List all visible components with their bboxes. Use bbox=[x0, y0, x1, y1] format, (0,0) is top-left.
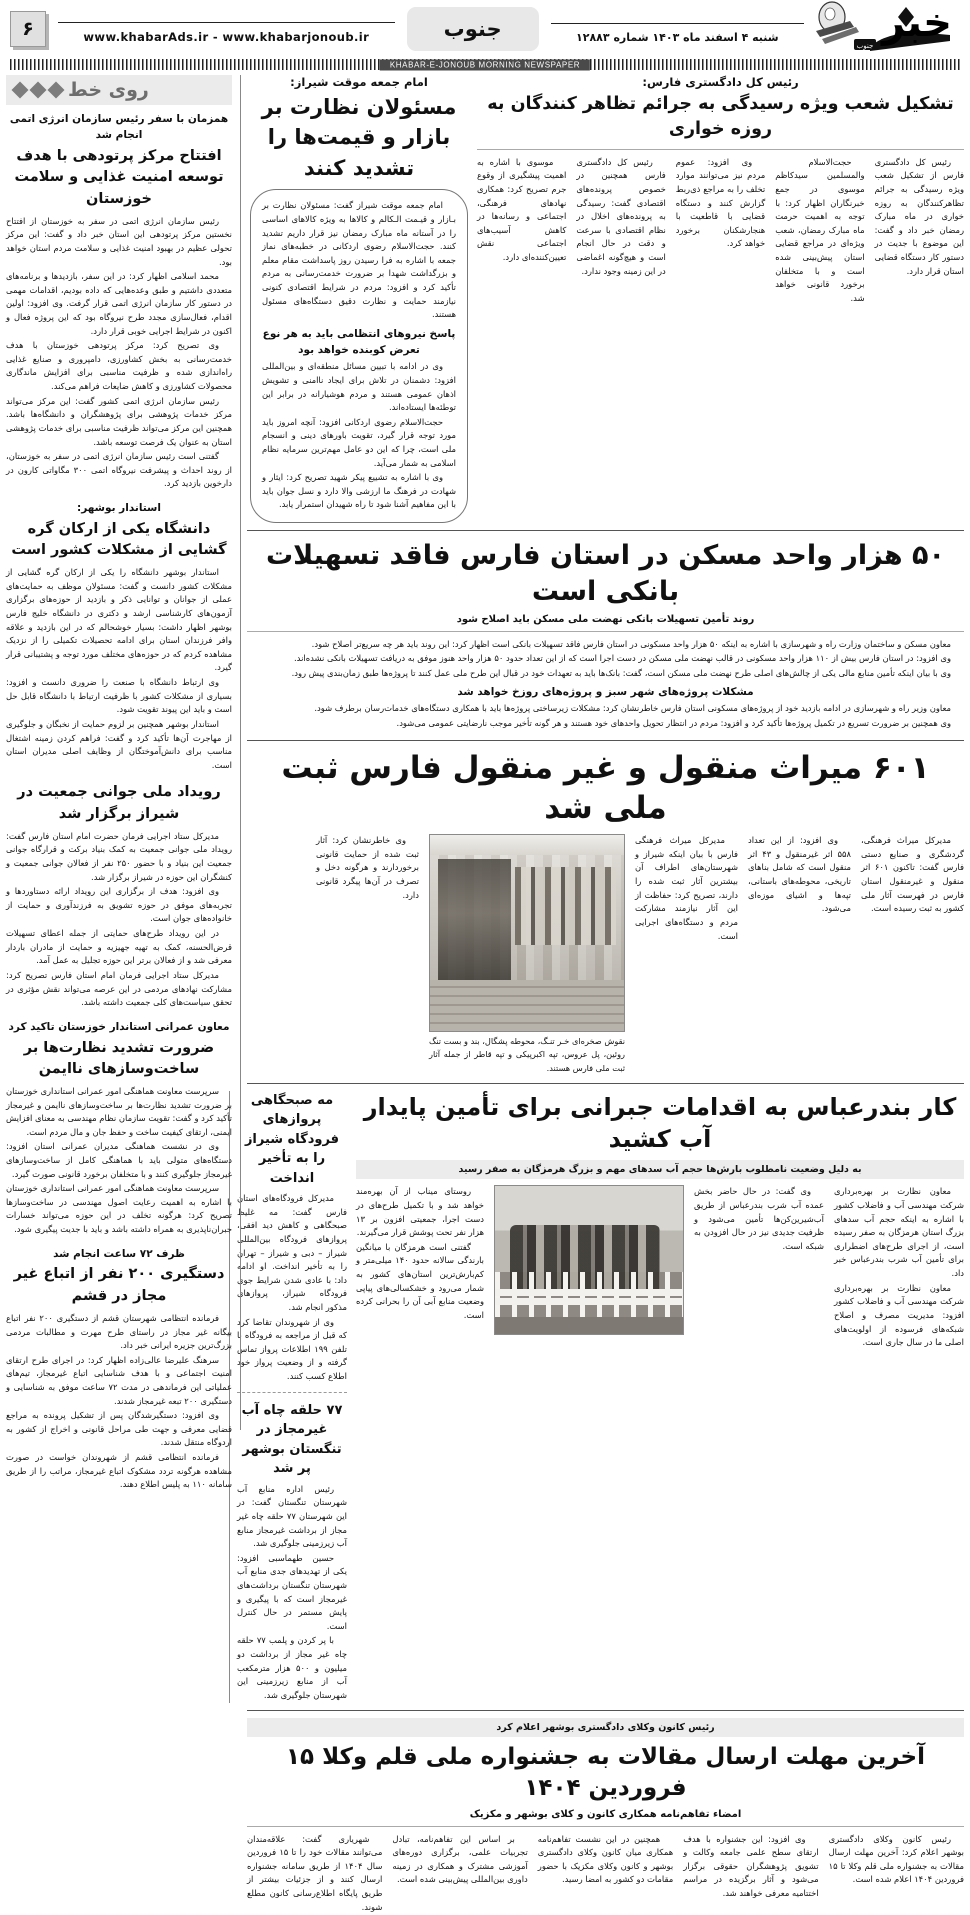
sidebar-section-header bbox=[6, 75, 232, 105]
lawyers-col-5: شهریاری گفت: علاقه‌مندان می‌توانند مقالات خود را تا ۱۵ فروردین سال ۱۴۰۴ از طریق سامانه جشنواره ارسال کنند و از جزئیات بیشتر از طریق پایگاه اطلاع‌رسانی کانون مطلع شوند. bbox=[246, 1833, 383, 1912]
water-deck: به دلیل وضعیت نامطلوب بارش‌ها حجم آب سدهای مهم و بزرگ هرمزگان به صفر رسید bbox=[356, 1160, 964, 1179]
housing-p4: معاون وزیر راه و شهرسازی در ادامه بازدید خود از پروژه‌های مسکونی استان فارس خاطرنشان کرد: مشکلات زیرساختی پروژه‌ها باید با همکاری دستگاه‌های خدمات‌رسان برطرف شود. bbox=[314, 703, 951, 714]
water-col-5: معاون نظارت بر بهره‌برداری شرکت مهندسی آب و فاضلاب کشور افزود: مدیریت مصرف و اصلاح شبکه‌های فرسوده از اولویت‌های اصلی ما در سال جاری است. bbox=[834, 1282, 964, 1348]
heritage-col-1: مدیرکل میراث فرهنگی، گردشگری و صنایع دستی فارس گفت: تاکنون ۶۰۱ اثر منقول و غیرمنقول استان فارس در فهرست آثار ملی کشور به ثبت رسیده است. bbox=[861, 835, 964, 914]
heritage-headline: ۶۰۱ میراث منقول و غیر منقول فارس ثبت ملی شد bbox=[281, 749, 930, 826]
sidebar-item-university bbox=[6, 501, 232, 772]
rail-2-p2: حسین طهماسبی افزود: یکی از تهدیدهای جدی منابع آب شهرستان تنگستان برداشت‌های غیرمجاز است که با پیگیری و پایش مستمر در حال کنترل است. bbox=[237, 1552, 347, 1631]
sidebar-3-p3: سرپرست معاونت هماهنگی امور عمرانی استانداری خوزستان با اشاره به اهمیت رعایت اصول مهندسی در ساخت‌وسازها تصریح کرد: هرگونه تخلف در این حوزه می‌تواند خسارات جبران‌ناپذیری به همراه داشته باشد و باید با جدیت پیگیری شود. bbox=[6, 1183, 232, 1235]
masthead bbox=[6, 0, 964, 58]
issue-date-line bbox=[545, 15, 810, 44]
sidebar-3-headline: ضرورت تشدید نظارت‌ها بر ساخت‌وسازهای ناایمن bbox=[23, 1039, 215, 1078]
lawyers-body bbox=[247, 1833, 964, 1915]
logo-wordmark: خبر bbox=[881, 0, 952, 46]
lawyers-col-1: رئیس کانون وکلای دادگستری بوشهر اعلام کرد: آخرین مهلت ارسال مقالات به جشنواره ملی قلم وکلا تا ۱۵ فروردین ۱۴۰۴ اعلام شده است. bbox=[828, 1833, 964, 1885]
friday-imam-kicker: امام جمعه موقت شیراز: bbox=[290, 75, 428, 89]
page-body bbox=[6, 75, 964, 1912]
sidebar-4-headline: دستگیری ۲۰۰ نفر از اتباع غیر مجاز در قشم bbox=[13, 1266, 225, 1305]
heritage-photo-block bbox=[429, 834, 625, 1074]
lawyers-deck: امضاء تفاهم‌نامه همکاری کانون و کلای بوشهر و مکزیک bbox=[469, 1808, 742, 1820]
friday-imam-body-3: وی با اشاره به تشییع پیکر شهید تصریح کرد: ایثار و شهادت در فرهنگ ما ارزشی والا دارد و نسل جوان باید با این مفاهیم آشنا شود تا راه شهیدان استمرار یابد. bbox=[262, 472, 456, 510]
historic-building-photo-render bbox=[430, 835, 624, 1031]
housing-p1: معاون مسکن و ساختمان وزارت راه و شهرسازی با اشاره به اینکه ۵۰ هزار واحد مسکونی در استان فارس فاقد تسهیلات بانکی است اظهار کرد: این روند باید هر چه سریع‌تر اصلاح شود. bbox=[311, 638, 951, 649]
masthead-rule-right bbox=[551, 23, 804, 24]
housing-p5: وی همچنین بر ضرورت تسریع در تکمیل پروژه‌ها تأکید کرد و افزود: مردم در انتظار تحویل واحدهای خود هستند و هر گونه تأخیر موجب نارضایتی عمومی می‌شود. bbox=[396, 718, 951, 729]
sidebar-0-p5: گفتنی است رئیس سازمان انرژی اتمی در سفر به خوزستان، از روند احداث و پیشرفت نیروگاه اتمی ۳۰۰ مگاواتی کارون در دارخوین بازدید کرد. bbox=[6, 451, 232, 489]
housing-p3: وی با بیان اینکه تأمین منابع مالی یکی از چالش‌های اصلی طرح نهضت ملی مسکن است، گفت: بانک‌ها باید به تعهدات خود در قبال این طرح ملی عمل کنند تا پروژه‌ها طبق زمان‌بندی پیش رود. bbox=[291, 668, 951, 679]
newspaper-logo[interactable] bbox=[810, 1, 960, 57]
rail-headline-2: ۷۷ حلقه چاه آب غیرمجاز در تنگستان بوشهر پر شد bbox=[241, 1402, 343, 1477]
lawyers-byline: رئیس کانون وکلای دادگستری بوشهر اعلام کرد bbox=[247, 1718, 964, 1737]
sidebar-column bbox=[6, 75, 241, 1490]
story-judiciary bbox=[477, 75, 964, 523]
water-section bbox=[237, 1091, 964, 1704]
judiciary-col-3: وی افزود: عموم مردم نیز می‌توانند موارد تخلف را به مراجع ذی‌ربط گزارش کنند و دستگاه قضایی با قاطعیت با هنجارشکنان برخورد خواهد کرد. bbox=[675, 156, 766, 249]
water-col-2: وی گفت: در حال حاضر بخش عمده آب شرب بندرعباس از طریق آب‌شیرین‌کن‌ها تأمین می‌شود و ظرفیت جدیدی نیز در حال افزودن به شبکه است. bbox=[694, 1186, 824, 1251]
friday-imam-headline: مسئولان نظارت بر بازار و قیمت‌ها را تشدید کنند bbox=[261, 95, 457, 180]
sidebar-1-kicker: استاندار بوشهر: bbox=[77, 501, 161, 514]
photo-ground bbox=[495, 1317, 683, 1335]
sidebar-item-population-event bbox=[6, 782, 232, 1009]
sidebar-0-p1: رئیس سازمان انرژی اتمی در سفر به خوزستان از افتتاح نخستین مرکز پرتودهی این استان خبر داد و گفت: این مرکز تحولی عظیم در بهبود امنیت غذایی و سلامت مردم استان خواهد بود. bbox=[6, 215, 232, 267]
water-photo-block bbox=[494, 1185, 684, 1350]
housing-p2: وی افزود: در استان فارس بیش از ۱۱۰ هزار واحد مسکونی در قالب نهضت ملی مسکن در دست اجرا است که از این تعداد حدود ۵۰ هزار واحد هنوز موفق به دریافت تسهیلات بانکی نشده‌اند. bbox=[294, 653, 951, 664]
sidebar-item-qeshm-arrests bbox=[6, 1247, 232, 1492]
lawyers-col-3: همچنین در این نشست تفاهم‌نامه همکاری میان کانون وکلای دادگستری بوشهر و کانون وکلای مکزیک با حضور مقامات دو کشور به امضا رسید. bbox=[537, 1833, 674, 1885]
water-col-1: معاون نظارت بر بهره‌برداری شرکت مهندسی آب و فاضلاب کشور با اشاره به اینکه حجم آب سدهای بزرگ استان هرمزگان به صفر رسیده است، از اجرای طرح‌های اضطراری برای تأمین آب شرب بندرعباس خبر داد. bbox=[834, 1186, 964, 1279]
judiciary-col-1: رئیس کل دادگستری فارس از تشکیل شعب ویژه رسیدگی به جرائم تظاهرکنندگان به روزه خواری در ماه مبارک رمضان خبر داد و گفت: این موضوع با جدیت در دستور کار دستگاه قضایی استان قرار دارد. bbox=[874, 156, 964, 276]
sidebar-item-nuclear-center bbox=[6, 112, 232, 491]
divider bbox=[477, 149, 964, 150]
housing-body bbox=[247, 638, 964, 732]
rail-1-p1: مدیرکل فرودگاه‌های استان فارس گفت: مه غلیظ صبحگاهی و کاهش دید افقی، پروازهای فرودگاه بین‌المللی شیراز – دبی و شیراز – تهران را به تأخیر انداخت. او ادامه داد: با عادی شدن شرایط جوی فرودگاه شیراز، پروازهای مذکور انجام شد. bbox=[237, 1193, 347, 1313]
sidebar-section-title: روی خط bbox=[68, 79, 149, 101]
photo-sky bbox=[430, 835, 624, 855]
sidebar-3-p2: وی در نشست هماهنگی مدیران عمرانی استان افزود: دستگاه‌های متولی باید با هماهنگی کامل از ساخت‌وسازهای غیرمجاز جلوگیری کنند و با متخلفان برخورد قانونی صورت گیرد. bbox=[6, 1141, 232, 1179]
website-urls-text: www.khabarAds.ir - www.khabarjonoub.ir bbox=[83, 30, 370, 44]
housing-headline: ۵۰ هزار واحد مسکن در استان فارس فاقد تسهیلات بانکی است bbox=[266, 540, 945, 608]
svg-text:جنوب: جنوب bbox=[856, 42, 874, 50]
judiciary-body bbox=[477, 156, 964, 307]
judiciary-kicker: رئیس کل دادگستری فارس: bbox=[642, 75, 799, 89]
sidebar-2-headline: رویداد ملی جوانی جمعیت در شیراز برگزار شد bbox=[17, 784, 221, 823]
heritage-col-3: مدیرکل میراث فرهنگی فارس با بیان اینکه شیراز و شهرستان‌های اطراف آن بیشترین آثار ثبت شده را دارند، تصریح کرد: حفاظت از این آثار نیازمند مشارکت مردم و دستگاه‌های اجرایی است. bbox=[635, 835, 738, 941]
story-friday-imam bbox=[250, 75, 468, 523]
divider bbox=[247, 1710, 964, 1711]
heritage-photo-caption: نقوش صخره‌ای خـر تنـگ، محوطه پشگال، بند و بست تنگ روئین، پل عروس، تپه اکبرپیکی و تپه قاطر از جمله آثار ثبت ملی فارس هستند. bbox=[429, 1036, 625, 1073]
housing-subhead: مشکلات پروژه‌های شهر سبز و پروژه‌های روزخ خواهد شد bbox=[457, 685, 754, 698]
historic-building-photo bbox=[429, 834, 625, 1032]
water-facility-photo bbox=[494, 1185, 684, 1335]
section-badge-label: جنوب bbox=[443, 17, 502, 41]
friday-imam-body-2: حجت‌الاسلام رضوی اردکانی افزود: آنچه امروز باید مورد توجه قرار گیرد، تقویت باورهای دینی و انسجام ملی است، چرا که این دو عامل مهم‌ترین سرمایه نظام اسلامی به شمار می‌آید. bbox=[262, 416, 456, 468]
rail-headline-1: مه صبحگاهی پروازهای فرودگاه شیراز را به تأخیر انداخت bbox=[244, 1092, 340, 1186]
sidebar-4-p4: فرمانده انتظامی قشم از شهروندان خواست در صورت مشاهده هرگونه تردد مشکوک اتباع غیرمجاز، مراتب را از طریق سامانه ۱۱۰ به پلیس اطلاع دهند. bbox=[6, 1452, 232, 1490]
masthead-decorative-strip bbox=[10, 59, 960, 70]
water-headline: کار بندرعباس به اقدامات جبرانی برای تأمین پایدار آب کشید bbox=[363, 1092, 957, 1154]
divider bbox=[247, 1083, 964, 1084]
sidebar-1-headline: دانشگاه یکی از ارکان گره گشایی از مشکلات کشور است bbox=[11, 520, 227, 559]
story-water bbox=[356, 1091, 964, 1704]
diamond-icon bbox=[48, 82, 65, 99]
diamond-icon bbox=[30, 82, 47, 99]
sidebar-1-p1: استاندار بوشهر دانشگاه را یکی از ارکان گره گشایی از مشکلات کشور دانست و گفت: مسئولان موظف به حمایت‌های عملی از جوانان و توانایی ذکر و بازدید از حوزه‌های برگزاری آزمون‌های کارشناسی ارشد و دکتری در دانشگاه خلیج فارس بوشهر اظهار داشت: بسیار خوشحالم که در این بازدید و علاقه وافر فرزندان استان برای ادامه تحصیلات تکمیلی را از نزدیک مشاهده کردم که در حوزه‌های مختلف مورد توجه و پشتیبانی قرار گیرد. bbox=[6, 567, 232, 673]
sidebar-2-p2: وی افزود: هدف از برگزاری این رویداد ارائه دستاوردها و تجربه‌های موفق در حوزه تشویق به فرزندآوری و حمایت از خانواده‌های جوان است. bbox=[6, 886, 232, 924]
friday-imam-lead: امام جمعه موقت شیراز گفت: مسئولان نظارت بر بـازار و قیـمت الـکالم و کالاها به ویژه کالاهای اساسی را در آستانه ماه مبارک رمضان نیز قرار داریم تشدید کنند. حجت‌الاسلام رضوی اردکانی در خطبه‌های نماز جمعه با اشاره به فرا رسیدن روز پاسداشت مقام معلم و بزرگداشت شهدا بر ضرورت خدمت‌رسانی به مردم تأکید کرد و افزود: مردم در شرایط اقتصادی کنونی نیازمند حمایت و نظارت دقیق دستگاه‌های مسئول هستند. bbox=[262, 200, 456, 320]
housing-deck: روند تأمین تسهیلات بانکی نهضت ملی مسکن باید اصلاح شود bbox=[456, 613, 755, 625]
water-col-4: گفتنی است هرمزگان با میانگین بارندگی سالانه حدود ۱۴۰ میلی‌متر و کم‌بارش‌ترین استان‌های کشور به شمار می‌رود و خشکسالی‌های پیاپی وضعیت منابع آبی آن را بحرانی کرده است. bbox=[356, 1241, 484, 1320]
sidebar-3-p1: سرپرست معاونت هماهنگی امور عمرانی استانداری خوزستان بر ضرورت تشدید نظارت‌ها بر ساخت‌وسازهای ناایمن و غیرمجاز تأکید کرد و گفت: تقویت سازمان نظام مهندسی به معنای افزایش ایمنی، ارتقای کیفیت ساخت و حفظ جان و مال مردم است. bbox=[6, 1086, 232, 1137]
story-heritage bbox=[247, 748, 964, 1075]
sidebar-0-kicker: همزمان با سفر رئیس سازمان انرژی اتمی انجام شد bbox=[9, 113, 229, 141]
sidebar-4-p2: سرهنگ علیرضا عالی‌زاده اظهار کرد: در اجرای طرح ارتقای امنیت اجتماعی و با هدف شناسایی اتباع غیرمجاز، تیم‌های عملیاتی این فرماندهی در مدت ۷۲ ساعت موفق به شناسایی و دستگیری ۲۰۰ تبعه غیرمجاز شدند. bbox=[6, 1354, 232, 1406]
website-urls[interactable] bbox=[52, 14, 401, 44]
water-facility-photo-render bbox=[495, 1186, 683, 1334]
page-number-badge bbox=[10, 11, 46, 47]
heritage-col-4: وی خاطرنشان کرد: آثار ثبت شده از حمایت قانونی برخوردارند و هرگونه دخل و تصرف در آن‌ها پیگرد قانونی دارد. bbox=[316, 835, 419, 900]
photo-railing-bar bbox=[495, 1289, 683, 1296]
divider bbox=[247, 740, 964, 741]
divider bbox=[247, 1826, 964, 1827]
friday-imam-subhead: پاسخ نیروهای انتظامی باید به هر نوع تعرض کوبنده خواهد بود bbox=[262, 327, 456, 356]
judiciary-col-5: موسوی با اشاره به اهمیت پیشگیری از وقوع جرم تصریح کرد: همکاری نهادهای فرهنگی، اجتماعی و رسانه‌ها در کاهش آسیب‌های اجتماعی نقش تعیین‌کننده‌ای دارد. bbox=[476, 156, 567, 263]
water-col-3: روستای میناب از آن بهره‌مند خواهد شد و با تکمیل طرح‌های در دست اجرا، جمعیتی افزون بر ۱۳ هزار نفر تحت پوشش قرار می‌گیرند. bbox=[356, 1186, 484, 1238]
friday-imam-body-1: وی در ادامه با تبیین مسائل منطقه‌ای و بین‌المللی افزود: دشمنان در تلاش برای ایجاد ناامنی و تشویش اذهان عمومی هستند و مردم هوشیارانه در برابر این توطئه‌ها ایستاده‌اند. bbox=[262, 361, 456, 413]
divider bbox=[247, 530, 964, 531]
heritage-col-2: وی افزود: از این تعداد ۵۵۸ اثر غیرمنقول و ۴۳ اثر منقول است که شامل بناهای تاریخی، محوطه‌های باستانی، تپه‌ها و اشیای موزه‌ای می‌شود. bbox=[748, 835, 851, 914]
friday-imam-lead-box bbox=[250, 189, 468, 523]
sidebar-0-p4: رئیس سازمان انرژی اتمی کشور گفت: این مرکز می‌تواند مرکز خدمات پژوهشی برای پژوهشگران و دانشگاه‌ها باشد. همچنین این مرکز می‌تواند ظرفیت مناسبی برای خدمات پژوهشی استان به عنوان یک فرصت توسعه باشد. bbox=[6, 395, 232, 447]
sidebar-4-kicker: ظرف ۷۲ ساعت انجام شد bbox=[53, 1247, 185, 1260]
english-title-strip: KHABAR-E-JONOUB MORNING NEWSPAPER bbox=[380, 59, 590, 70]
sidebar-3-kicker: معاون عمرانی استاندار خوزستان تاکید کرد bbox=[8, 1020, 230, 1033]
sidebar-2-p1: مدیرکل ستاد اجرایی فرمان حضرت امام استان فارس گفت: رویداد ملی جوانی جمعیت به کمک بنیاد برکت و قرارگاه جوانی جمعیت این بنیاد و با حضور ۲۵۰ نفر از فعالان جوانی جمعیت و کنشگران این حوزه در شیراز برگزار شد. bbox=[6, 830, 232, 882]
section-badge bbox=[407, 7, 539, 51]
judiciary-col-2: حجت‌الاسلام والمسلمین سیدکاظم موسوی در جمع خبرنگاران اظهار کرد: با توجه به اهمیت حرمت ماه مبارک رمضان، شعب ویژه‌ای در مراجع قضایی استان پیش‌بینی شده است و با متخلفان برخورد قانونی خواهد شد. bbox=[775, 156, 865, 303]
sidebar-4-p3: وی افزود: دستگیرشدگان پس از تشکیل پرونده به مراجع قضایی معرفی و جهت طی مراحل قانونی و اخراج از کشور به اردوگاه منتقل شدند. bbox=[6, 1410, 232, 1448]
sidebar-2-p4: مدیرکل ستاد اجرایی فرمان امام استان فارس تصریح کرد: مشارکت نهادهای مردمی در این عرصه می‌تواند نقش مؤثری در تحقق سیاست‌های کلی جمعیت داشته باشد. bbox=[6, 969, 232, 1008]
story-housing bbox=[247, 538, 964, 732]
judiciary-col-4: رئیس کل دادگستری فارس همچنین در خصوص پرونده‌های اقتصادی گفت: رسیدگی به پرونده‌های اخلال در نظام اقتصادی با سرعت و دقت در حال انجام است و هیچ‌گونه اغماضی در این زمینه وجود ندارد. bbox=[576, 156, 666, 276]
divider bbox=[237, 1392, 347, 1393]
rail-2-p1: رئیس اداره منابع آب شهرستان تنگستان گفت: در این شهرستان ۷۷ حلقه چاه غیر مجاز از برداشت غیرمجاز منابع آب زیرزمینی جلوگیری شد. bbox=[237, 1483, 347, 1549]
diamond-icon bbox=[12, 82, 29, 99]
sidebar-1-p2: وی ارتباط دانشگاه با صنعت را ضروری دانست و افزود: بسیاری از مشکلات کشور با ظرفیت ارتباط با دانشگاه قابل حل است و باید این پیوند تقویت شود. bbox=[6, 677, 232, 715]
page-number-value: ۶ bbox=[22, 18, 34, 40]
sidebar-0-p3: وی تصریح کرد: مرکز پرتودهی خوزستان با هدف خدمت‌رسانی به بخش کشاورزی، دامپروری و صنایع غذایی راه‌اندازی شده و ظرفیت مناسبی برای افزایش ماندگاری محصولات کشاورزی و کاهش ضایعات فراهم می‌کند. bbox=[6, 340, 232, 392]
lawyers-col-2: وی افزود: این جشنواره با هدف ارتقای سطح علمی جامعه وکالت و تشویق پژوهشگران حقوقی برگزار می‌شود و آثار برگزیده در مراسم اختتامیه معرفی خواهند شد. bbox=[683, 1833, 819, 1898]
rail-2-tail: با پر کردن و پلمب ۷۷ حلقه چاه غیر مجاز از برداشت دو میلیون و ۵۰۰ هزار مترمکعب آب از منابع زیرزمینی این شهرستان جلوگیری شد. bbox=[237, 1635, 347, 1700]
sidebar-0-p2: محمد اسلامی اظهار کرد: در این سفر، بازدیدها و برنامه‌های متعددی داشتیم و طبق وعده‌هایی که داده بودیم، اقدامات مهمی در دستور کار سازمان انرژی اتمی قرار گرفت. وی افزود: اولین اقدام، فعال‌سازی مجدد طرح نیروگاه بود که این پروژه فعال و اکنون در شرایط اجرایی خوبی قرار دارد. bbox=[6, 271, 232, 336]
lawyers-col-4: بر اساس این تفاهم‌نامه، تبادل تجربیات علمی، برگزاری دوره‌های آموزشی مشترک و همکاری در زمینه داوری بین‌المللی پیش‌بینی شده است. bbox=[392, 1833, 528, 1885]
sidebar-2-p3: در این رویداد طرح‌های حمایتی از جمله اعطای تسهیلات قرض‌الحسنه، کمک به تهیه جهیزیه و حمایت از مادران باردار معرفی شد و از فعالان برتر این حوزه تجلیل به عمل آمد. bbox=[6, 928, 232, 966]
sidebar-4-p1: فرمانده انتظامی شهرستان قشم از دستگیری ۲۰۰ نفر اتباع بیگانه غیر مجاز در راستای طرح مهرت و مطالبات مردمی بزرگ‌ترین جزیره ایرانی خبر داد. bbox=[6, 1312, 232, 1351]
main-content-column bbox=[237, 75, 964, 1912]
issue-date-text: شنبه ۴ اسفند ماه ۱۴۰۳ شماره ۱۲۸۸۳ bbox=[576, 30, 779, 44]
masthead-rule-left bbox=[58, 22, 395, 23]
lawyers-headline: آخرین مهلت ارسال مقالات به جشنواره ملی قلم وکلا ۱۵ فروردین ۱۴۰۴ bbox=[285, 1744, 925, 1802]
divider bbox=[247, 631, 964, 632]
rail-1-p2: وی از شهروندان تقاضا کرد که قبل از مراجعه به فرودگاه با تلفن ۱۹۹ اطلاعات پرواز تماس گرفته و از وضعیت پرواز خود اطلاع کسب کنند. bbox=[237, 1316, 347, 1382]
sidebar-item-construction-oversight bbox=[6, 1020, 232, 1237]
left-rail bbox=[229, 1091, 347, 1704]
judiciary-headline: تشکیل شعب ویژه رسیدگی به جرائم تظاهر کنندگان به روزه خواری bbox=[487, 94, 954, 140]
sidebar-1-p3: استاندار بوشهر همچنین بر لزوم حمایت از نخبگان و جلوگیری از مهاجرت آن‌ها تأکید کرد و گفت: فراهم کردن زمینه اشتغال مناسب برای دانش‌آموختگان از وظایف اصلی مدیران استان است. bbox=[6, 718, 232, 770]
photo-base bbox=[430, 980, 624, 1031]
sidebar-0-headline: افتتاح مرکز پرتودهی با هدف توسعه امنیت غذایی و سلامت خوزستان bbox=[14, 147, 224, 207]
story-lawyers bbox=[247, 1718, 964, 1915]
